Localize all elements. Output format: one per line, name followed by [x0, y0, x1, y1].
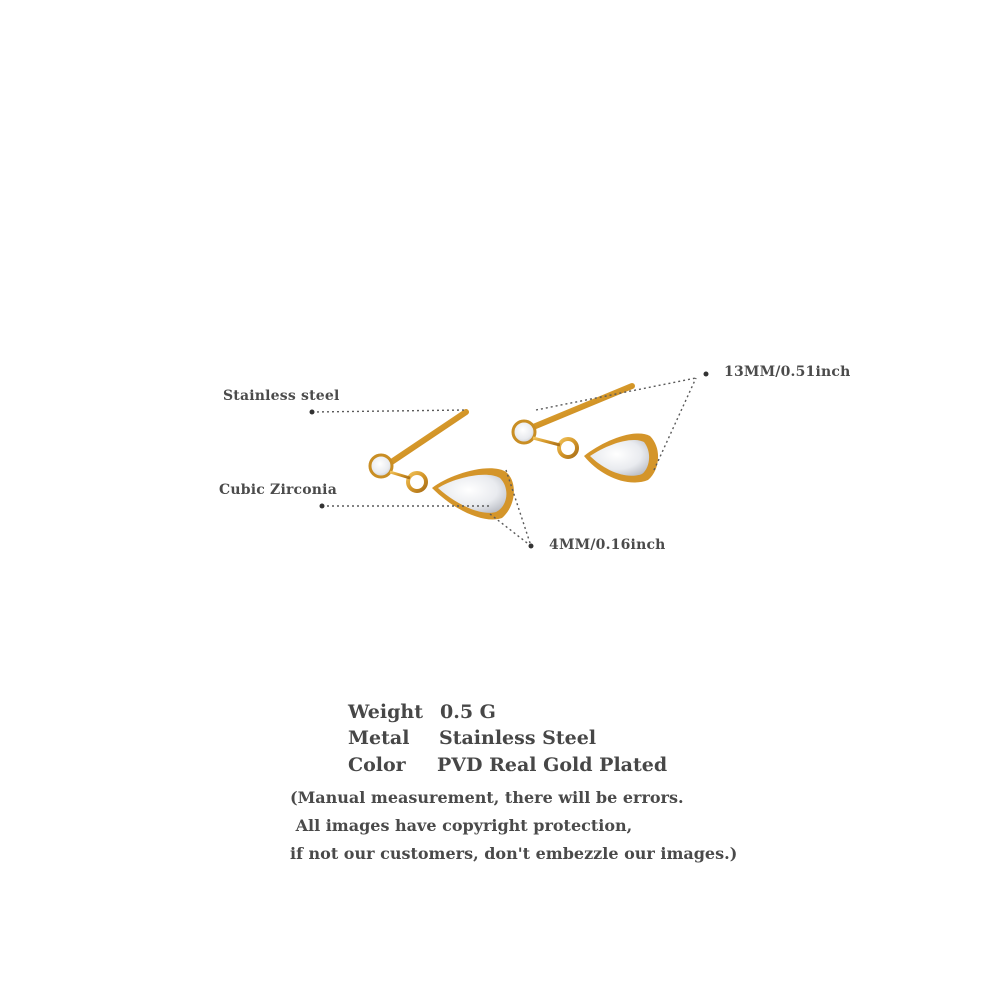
right-earring-teardrop-stone	[590, 440, 649, 476]
left-earring-post	[384, 412, 466, 467]
material-leader-line	[312, 410, 466, 412]
stone-label: Cubic Zirconia	[219, 482, 337, 498]
right-earring-link-ring	[559, 439, 577, 457]
right-earring-round-stone	[513, 421, 535, 443]
note-line: if not our customers, don't embezzle our images.)	[290, 844, 738, 863]
length-leader-line-b	[654, 378, 696, 470]
stone-dot	[320, 504, 325, 509]
left-earring-round-stone	[370, 455, 392, 477]
spec-value: PVD Real Gold Plated	[437, 754, 668, 776]
right-earring-connector	[533, 438, 560, 445]
width-label: 4MM/0.16inch	[549, 537, 666, 553]
left-earring	[370, 412, 514, 520]
spec-key: Metal	[348, 727, 410, 749]
width-dot	[529, 544, 534, 549]
material-dot	[310, 410, 315, 415]
spec-key: Weight	[348, 701, 423, 723]
length-leader-line-a	[536, 378, 696, 410]
spec-value: 0.5 G	[440, 701, 496, 723]
left-earring-link-ring	[408, 473, 426, 491]
length-dot	[704, 372, 709, 377]
spec-value: Stainless Steel	[439, 727, 597, 749]
note-line: All images have copyright protection,	[290, 816, 633, 835]
material-label: Stainless steel	[223, 388, 340, 404]
note-line: (Manual measurement, there will be errors.	[290, 788, 684, 807]
length-label: 13MM/0.51inch	[724, 364, 851, 380]
left-earring-connector	[390, 472, 410, 478]
right-earring-post	[526, 386, 632, 430]
spec-key: Color	[348, 754, 406, 776]
